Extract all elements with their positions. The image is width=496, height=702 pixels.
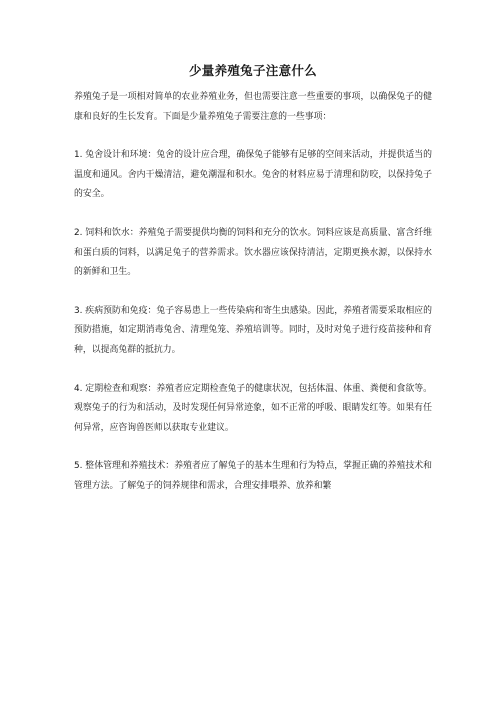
item-paragraph-1: 1. 兔舍设计和环境：兔舍的设计应合理，确保兔子能够有足够的空间来活动，并提供适当的温度和通风。舍内干燥清洁，避免潮湿和积水。兔舍的材料应易于清理和防咬，以保持兔子的安全。 [74, 150, 432, 200]
item-paragraph-4: 4. 定期检查和观察：养殖者应定期检查兔子的健康状况，包括体温、体重、粪便和食欲等。观察兔子的行为和活动，及时发现任何异常迹象，如不正常的呼吸、眼睛发红等。如果有任何异常，应咨询兽医师以获取专业建议。 [74, 383, 432, 433]
intro-paragraph: 养殖兔子是一项相对简单的农业养殖业务，但也需要注意一些重要的事项，以确保兔子的健康和良好的生长发育。下面是少量养殖兔子需要注意的一些事项： [74, 92, 432, 122]
document-page [74, 62, 432, 516]
item-paragraph-3: 3. 疾病预防和免疫：兔子容易患上一些传染病和寄生虫感染。因此，养殖者需要采取相应的预防措施，如定期消毒兔舍、清理兔笼、养殖培训等。同时，及时对兔子进行疫苗接种和育种，以提高兔群的抵抗力。 [74, 305, 432, 355]
item-paragraph-2: 2. 饲料和饮水：养殖兔子需要提供均衡的饲料和充分的饮水。饲料应该是高质量、富含纤维和蛋白质的饲料，以满足兔子的营养需求。饮水器应该保持清洁，定期更换水源，以保持水的新鲜和卫生。 [74, 227, 432, 278]
document-title: 少量养殖兔子注意什么 [188, 63, 317, 78]
item-paragraph-5: 5. 整体管理和养殖技术：养殖者应了解兔子的基本生理和行为特点，掌握正确的养殖技术和管理方法。了解兔子的饲养规律和需求，合理安排喂养、放养和繁 [74, 461, 432, 491]
